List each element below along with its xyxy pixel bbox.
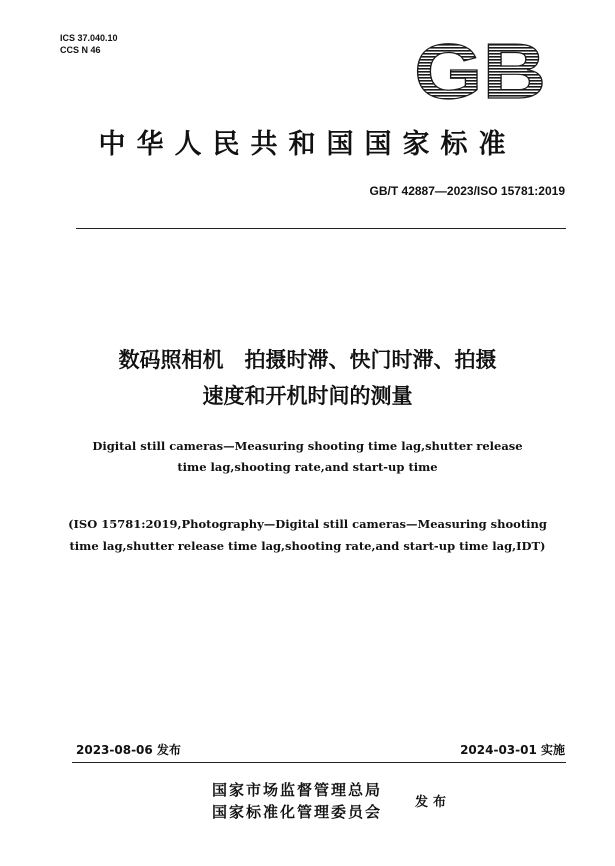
implement-date: 2024-03-01 实施 — [460, 743, 565, 757]
bottom-divider — [72, 762, 566, 763]
standard-name-en-line2: time lag,shooting rate,and start-up time — [177, 460, 438, 474]
classification-codes — [60, 32, 118, 56]
issuer-sac: 国家标准化管理委员会 — [212, 803, 383, 821]
standard-name-cn-line1: 数码照相机 拍摄时滞、快门时滞、拍摄 — [118, 348, 497, 372]
standard-name-en — [0, 436, 615, 478]
standard-name-cn-line2: 速度和开机时间的测量 — [202, 384, 413, 408]
issuing-authorities — [212, 779, 382, 823]
standard-name-cn — [0, 342, 615, 414]
ccs-code: CCS N 46 — [60, 45, 101, 55]
standard-number: GB/T 42887—2023/ISO 15781:2019 — [369, 184, 565, 198]
iso-reference-line2: time lag,shutter release time lag,shooting rate,and start-up time lag,IDT) — [69, 539, 546, 553]
issuer-samr: 国家市场监督管理总局 — [212, 781, 383, 799]
top-divider — [76, 228, 566, 229]
standard-name-en-line1: Digital still cameras—Measuring shooting time lag,shutter release — [92, 439, 523, 453]
gb-logo-text: GB — [414, 38, 546, 104]
ics-code: ICS 37.040.10 — [60, 33, 118, 43]
national-standard-title: 中华人民共和国国家标准 — [98, 129, 517, 160]
iso-reference — [0, 513, 615, 557]
publish-date: 2023-08-06 发布 — [76, 743, 181, 757]
issue-label: 发布 — [415, 795, 452, 810]
iso-reference-line1: (ISO 15781:2019,Photography—Digital still cameras—Measuring shooting — [68, 517, 547, 531]
gb-logo — [412, 38, 548, 104]
